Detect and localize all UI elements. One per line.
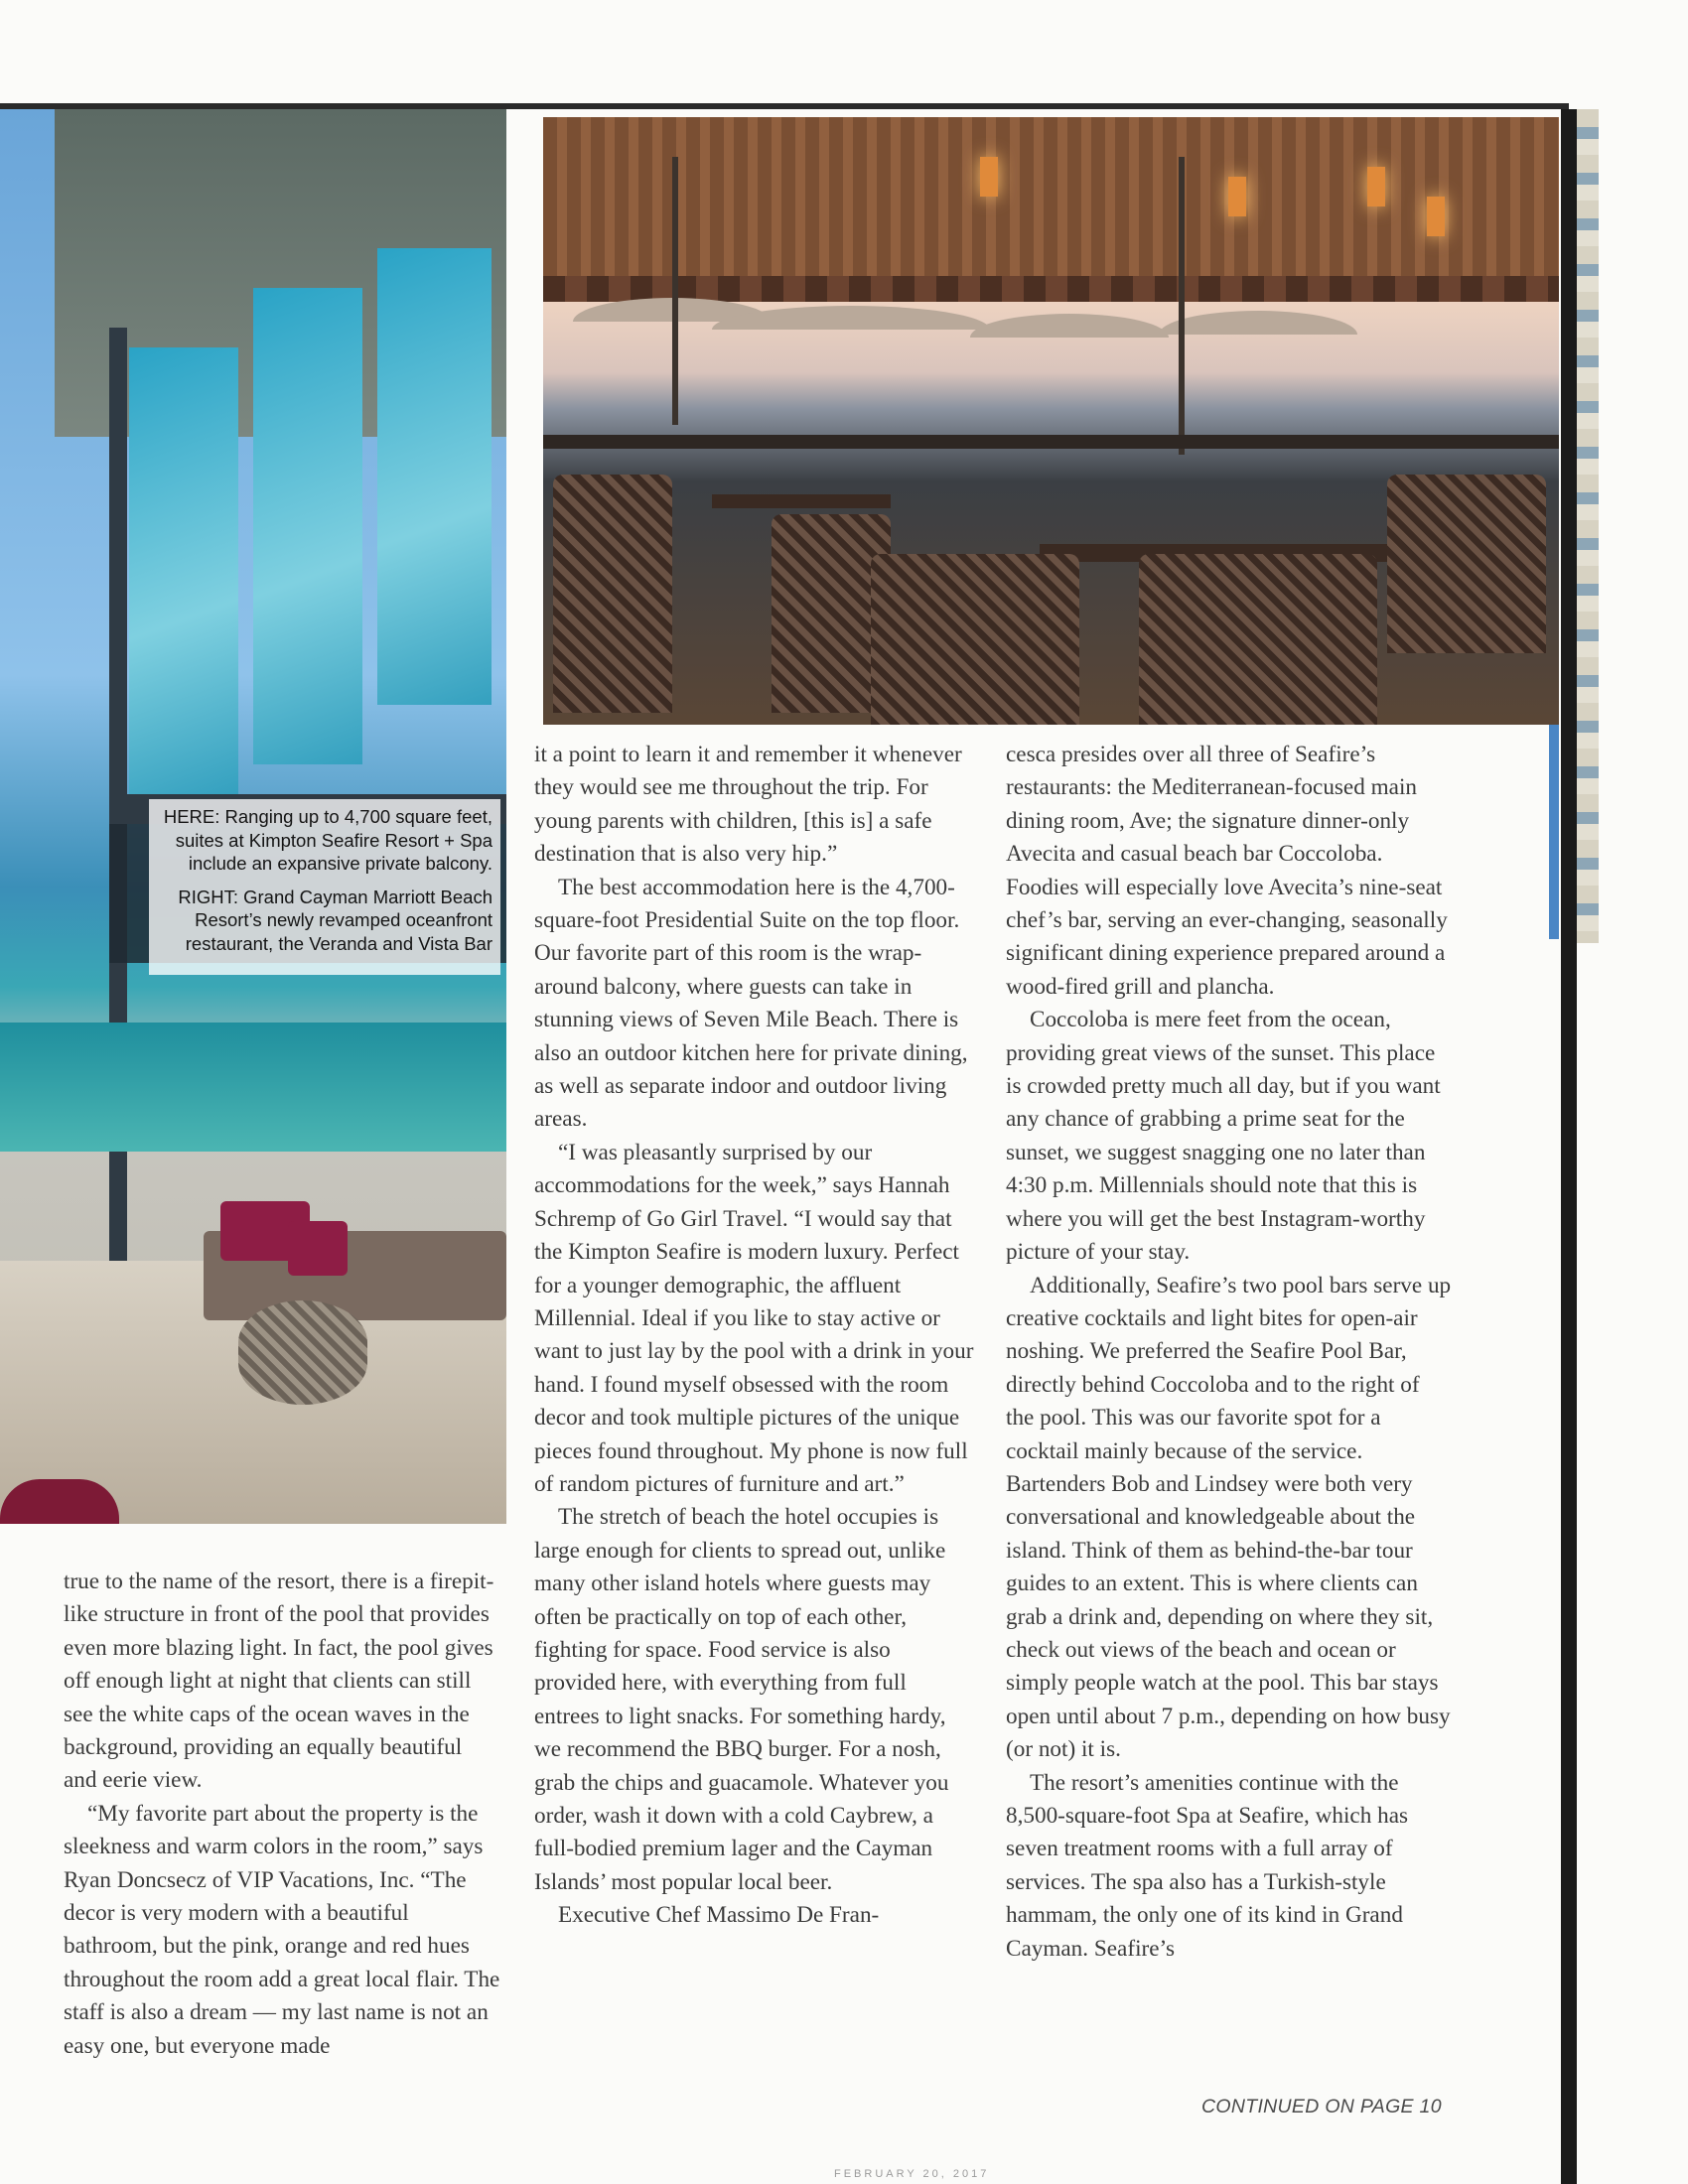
continued-on-page: CONTINUED ON PAGE 10 bbox=[1201, 2096, 1442, 2117]
adjacent-page-strip bbox=[1577, 109, 1599, 943]
paragraph: it a point to learn it and remember it whenever they would see me throughout the trip. For young parents with children, [this is] a safe destination that is also very hip.” bbox=[534, 742, 962, 868]
photo-ceiling bbox=[543, 117, 1559, 276]
photo-pillow bbox=[288, 1221, 348, 1276]
photo-lantern bbox=[980, 157, 998, 197]
photo-caption bbox=[149, 799, 500, 975]
photo-lantern bbox=[1367, 167, 1385, 206]
photo-window bbox=[377, 248, 492, 705]
photo-oceanfront-restaurant bbox=[543, 117, 1559, 725]
paragraph: Coccoloba is mere feet from the ocean, providing great views of the sunset. This place is crowded pretty much all day, but if you want any chance of grabbing a prime seat for the sunset, we suggest snagging one no later than 4:30 p.m. Millennials should note that this is where you will get the best Instagram-worthy picture of your stay. bbox=[1006, 1007, 1441, 1266]
photo-sea bbox=[0, 1023, 506, 1152]
paragraph: Additionally, Seafire’s two pool bars serve up creative cocktails and light bites for open-air noshing. We preferred the Seafire Pool Bar, directly behind Coccoloba and to the right of the pool. This was our favorite spot for a cocktail mainly because of the service. Bartenders Bob and Lindsey were both very conversational and knowledgeable about the island. Think of them as behind-the-bar tour guides to an extent. This is where clients can grab a drink and, depending on where they sit, check out views of the beach and ocean or simply people watch at the pool. This bar stays open until about 7 p.m., depending on how busy (or not) it is. bbox=[1006, 1272, 1452, 1763]
photo-railing bbox=[543, 435, 1559, 449]
photo-wicker-chair bbox=[1139, 554, 1377, 725]
photo-window bbox=[253, 288, 362, 764]
caption-here: HERE: Ranging up to 4,700 square feet, suites at Kimpton Seafire Resort + Spa include an expansive private balcony. bbox=[163, 806, 492, 874]
text-column-3 bbox=[1006, 739, 1453, 1966]
text-column-1 bbox=[64, 1566, 500, 2063]
paragraph: The resort’s amenities continue with the 8,500-square-foot Spa at Seafire, which has seven treatment rooms with a full array of services. The spa also has a Turkish-style hammam, the only one of its kind in Grand Cayman. Seafire’s bbox=[1006, 1769, 1409, 1962]
paragraph: “I was pleasantly surprised by our accommodations for the week,” says Hannah Schremp of Go Girl Travel. “I would say that the Kimpton Seafire is modern luxury. Perfect for a younger demographic, the affluent Millennial. Ideal if you like to stay active or want to just lay by the pool with a drink in your hand. I found myself obsessed with the room decor and took multiple pictures of the unique pieces found throughout. My phone is now full of random pictures of furniture and art.” bbox=[534, 1139, 974, 1497]
photo-wicker-chair bbox=[871, 554, 1079, 725]
text-column-2 bbox=[534, 739, 976, 1933]
paragraph: “My favorite part about the property is the sleekness and warm colors in the room,” says Ryan Doncsecz of VIP Vacations, Inc. “The decor is very modern with a beautiful bathroom, but the pink, orange and red hues throughout the room add a great local flair. The staff is also a dream — my last name is not an easy one, but everyone made bbox=[64, 1800, 500, 2059]
paragraph: true to the name of the resort, there is a firepit-like structure in front of the pool that provides even more blazing light. In fact, the pool gives off enough light at night that clients can still see the white caps of the ocean waves in the background, providing an equally beautiful and eerie view. bbox=[64, 1569, 494, 1794]
paragraph: The stretch of beach the hotel occupies is large enough for clients to spread out, unlike many other island hotels where guests may often be practically on top of each other, fighting for space. Food service is also provided here, with everything from full entrees to light snacks. For something hardy, we recommend the BBQ burger. For a nosh, grab the chips and guacamole. Whatever you order, wash it down with a cold Caybrew, a full-bodied premium lager and the Cayman Islands’ most popular local beer. bbox=[534, 1504, 949, 1895]
photo-lantern bbox=[1427, 197, 1445, 236]
photo-chair bbox=[0, 1479, 119, 1524]
paragraph: cesca presides over all three of Seafire’s restaurants: the Mediterranean-focused main dining room, Ave; the signature dinner-only Avecita and casual beach bar Coccoloba. Foodies will especially love Avecita’s nine-seat chef’s bar, serving an ever-changing, seasonally significant dining experience prepared around a wood-fired grill and plancha. bbox=[1006, 742, 1448, 1000]
paragraph: The best accommodation here is the 4,700-square-foot Presidential Suite on the top floor. Our favorite part of this room is the wrap-around balcony, where guests can take in stunning views of Seven Mile Beach. There is also an outdoor kitchen here for private dining, as well as separate indoor and outdoor living areas. bbox=[534, 874, 968, 1133]
right-edge-binding bbox=[1561, 109, 1577, 2184]
photo-pole bbox=[672, 157, 678, 425]
photo-woven-stool bbox=[238, 1300, 367, 1405]
caption-right: RIGHT: Grand Cayman Marriott Beach Resort’s newly revamped oceanfront restaurant, the Veranda and Vista Bar bbox=[178, 886, 492, 954]
photo-umbrella bbox=[970, 314, 1169, 338]
photo-wicker-chair bbox=[1387, 475, 1546, 653]
photo-pole bbox=[1179, 157, 1185, 455]
photo-table bbox=[712, 494, 891, 508]
photo-umbrella bbox=[1159, 311, 1357, 335]
paragraph: Executive Chef Massimo De Fran- bbox=[558, 1902, 880, 1929]
footer-date: FEBRUARY 20, 2017 bbox=[834, 2168, 990, 2180]
photo-lantern bbox=[1228, 177, 1246, 216]
photo-wicker-chair bbox=[553, 475, 672, 713]
photo-window bbox=[129, 347, 238, 794]
